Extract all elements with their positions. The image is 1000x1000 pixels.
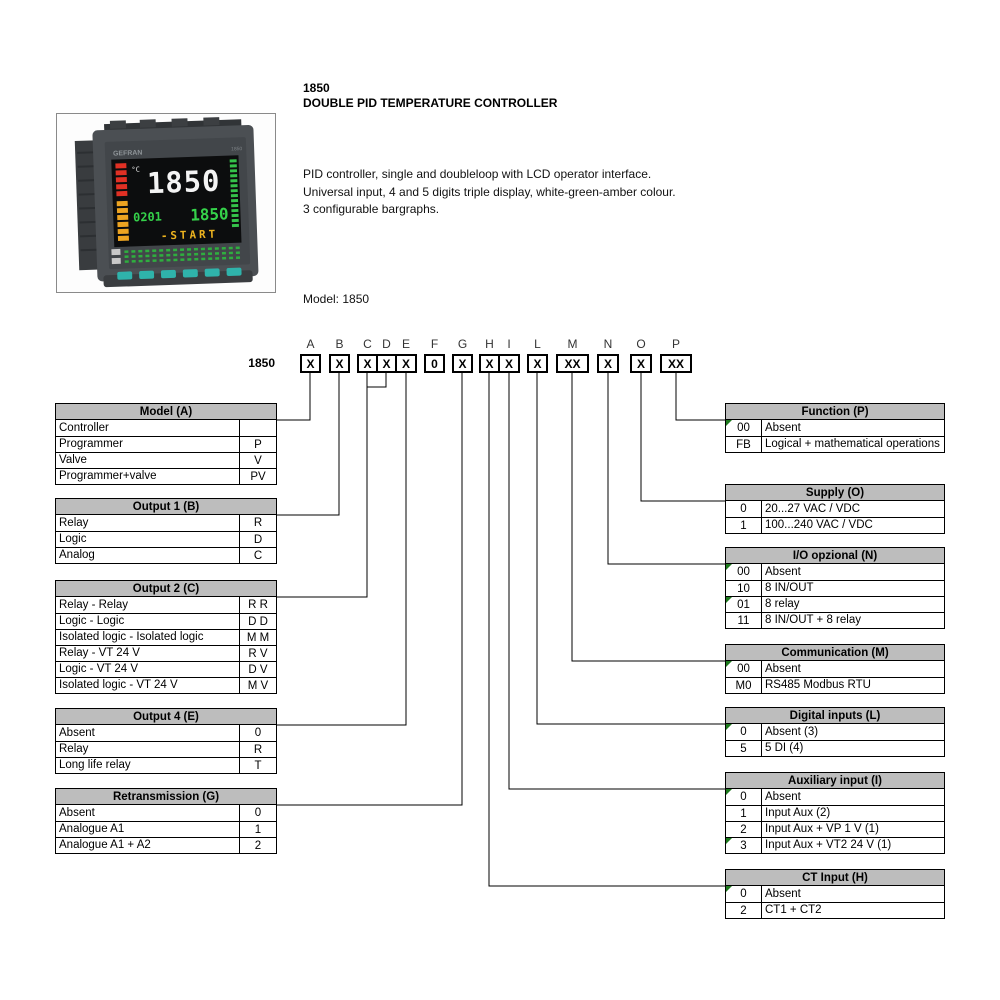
option-label: Absent	[765, 565, 801, 578]
table-row	[56, 420, 276, 436]
option-label: Absent	[59, 806, 95, 819]
table-row	[56, 547, 276, 563]
option-code: D	[239, 532, 276, 547]
table-model-a	[55, 403, 277, 485]
display-right-value: 1850	[189, 204, 229, 225]
table-row	[726, 821, 944, 837]
description-line: 3 configurable bargraphs.	[303, 202, 440, 216]
code-box-M: XX	[556, 354, 589, 373]
code-letter-L: L	[534, 337, 541, 351]
option-label: Analogue A1 + A2	[59, 839, 151, 851]
code-letter-F: F	[430, 337, 439, 351]
table-io-optional-n	[725, 547, 945, 629]
table-row	[56, 837, 276, 853]
option-code: 00	[726, 420, 762, 436]
option-code: R R	[239, 597, 276, 613]
option-code: 00	[726, 661, 762, 677]
brand-logo: GEFRAN	[112, 149, 143, 158]
option-label: Long life relay	[59, 759, 131, 771]
connector-M	[572, 372, 725, 661]
table-row	[726, 564, 944, 580]
option-code: R V	[239, 646, 276, 661]
table-title: Model (A)	[56, 404, 276, 420]
table-row	[726, 501, 944, 517]
code-box-L: X	[527, 354, 548, 373]
option-code: D D	[239, 614, 276, 629]
option-label: Analogue A1	[59, 823, 125, 835]
table-row	[726, 789, 944, 805]
table-title: Auxiliary input (I)	[726, 773, 944, 789]
table-ct-input-h	[725, 869, 945, 919]
table-row	[726, 517, 944, 533]
code-box-F: 0	[424, 354, 445, 373]
option-code: 0	[726, 724, 762, 740]
table-row	[726, 420, 944, 436]
option-code: 1	[726, 806, 762, 821]
connector-H	[489, 372, 725, 886]
code-letter-P: P	[671, 337, 680, 351]
table-title: Output 1 (B)	[56, 499, 276, 515]
title-block	[303, 81, 557, 111]
table-row	[56, 725, 276, 741]
corner-marker-icon	[726, 420, 732, 426]
connector-A	[277, 372, 310, 420]
table-row	[56, 613, 276, 629]
option-label: Absent	[765, 662, 801, 675]
connector-G	[277, 372, 462, 805]
option-label: Relay - VT 24 V	[59, 647, 140, 659]
table-row	[726, 886, 944, 902]
connector-N	[608, 372, 725, 564]
code-box-H: X	[479, 354, 500, 373]
product-title: DOUBLE PID TEMPERATURE CONTROLLER	[303, 96, 558, 110]
code-box-E: X	[395, 354, 417, 373]
table-row	[726, 580, 944, 596]
connector-C	[277, 372, 367, 597]
connector-O	[641, 372, 725, 501]
table-row	[726, 436, 944, 452]
option-code: FB	[726, 437, 762, 452]
option-label: Isolated logic - Isolated logic	[59, 631, 204, 643]
code-letter-H: H	[485, 337, 494, 351]
code-letter-D: D	[382, 337, 391, 351]
corner-marker-icon	[726, 661, 732, 667]
option-label: 5 DI (4)	[765, 742, 804, 754]
table-row	[56, 629, 276, 645]
code-letter-C: C	[363, 337, 372, 351]
table-row	[56, 436, 276, 452]
display-main-value: 1850	[146, 163, 221, 201]
option-code: P	[239, 437, 276, 452]
table-row	[726, 596, 944, 612]
connector-L	[537, 372, 725, 724]
table-row	[726, 805, 944, 821]
option-label: Programmer	[59, 438, 123, 450]
table-row	[726, 677, 944, 693]
table-row	[56, 531, 276, 547]
option-label: Absent	[765, 790, 801, 803]
description-line: PID controller, single and doubleloop with LCD operator interface.	[303, 167, 652, 181]
option-code: 00	[726, 564, 762, 580]
option-code: 5	[726, 741, 762, 756]
table-title: Supply (O)	[726, 485, 944, 501]
connector-B	[277, 372, 339, 515]
table-row	[56, 468, 276, 484]
table-function-p	[725, 403, 945, 453]
table-row	[726, 837, 944, 853]
table-title: Digital inputs (L)	[726, 708, 944, 724]
option-label: Programmer+valve	[59, 470, 157, 482]
code-letter-B: B	[335, 337, 344, 351]
option-label: Input Aux + VP 1 V (1)	[765, 823, 879, 835]
option-label: Logic - Logic	[59, 615, 125, 627]
table-row	[56, 661, 276, 677]
table-title: Function (P)	[726, 404, 944, 420]
code-letter-G: G	[457, 337, 468, 351]
table-output2-c	[55, 580, 277, 694]
corner-marker-icon	[726, 564, 732, 570]
order-code-prefix: 1850	[248, 356, 275, 370]
table-output1-b	[55, 498, 277, 564]
table-row	[56, 805, 276, 821]
table-title: Output 2 (C)	[56, 581, 276, 597]
option-code	[239, 420, 276, 436]
display-status-text: -START	[160, 227, 219, 243]
option-label: 100...240 VAC / VDC	[765, 519, 873, 531]
table-supply-o	[725, 484, 945, 534]
product-model-number: 1850	[303, 81, 330, 95]
option-code: V	[239, 453, 276, 468]
option-label: Analog	[59, 549, 95, 561]
option-code: PV	[239, 469, 276, 484]
option-code: 0	[239, 805, 276, 821]
option-code: 2	[239, 838, 276, 853]
option-code: 0	[726, 789, 762, 805]
option-code: C	[239, 548, 276, 563]
controller-device-image	[57, 114, 275, 292]
option-code: 1	[726, 518, 762, 533]
device-corner-label: 1850	[231, 147, 243, 153]
code-letter-A: A	[306, 337, 315, 351]
option-code: R	[239, 742, 276, 757]
code-letter-N: N	[603, 337, 613, 351]
table-row	[726, 612, 944, 628]
option-label: Absent	[59, 726, 95, 739]
option-label: Relay	[59, 743, 89, 755]
option-label: Absent	[765, 421, 801, 434]
code-box-G: X	[452, 354, 473, 373]
option-code: 2	[726, 822, 762, 837]
code-box-A: X	[300, 354, 321, 373]
option-label: Input Aux + VT2 24 V (1)	[765, 839, 892, 851]
option-label: Relay	[59, 516, 89, 529]
option-label: Logic	[59, 533, 87, 545]
option-code: M V	[239, 678, 276, 693]
option-code: 0	[239, 725, 276, 741]
corner-marker-icon	[726, 724, 732, 730]
panel-key-label	[111, 249, 120, 255]
table-title: I/O opzional (N)	[726, 548, 944, 564]
panel-key-label	[112, 258, 121, 264]
option-label: 8 IN/OUT	[765, 582, 814, 594]
option-code: 0	[726, 501, 762, 517]
display-unit: °C	[131, 165, 141, 174]
table-row	[56, 452, 276, 468]
table-row	[56, 645, 276, 661]
connector-E	[277, 372, 406, 725]
connector-I	[509, 372, 725, 789]
corner-marker-icon	[726, 597, 732, 603]
code-box-C: X	[357, 354, 378, 373]
table-row	[56, 597, 276, 613]
table-title: Communication (M)	[726, 645, 944, 661]
option-label: Absent (3)	[765, 725, 819, 738]
option-label: CT1 + CT2	[765, 904, 822, 916]
code-letter-M: M	[567, 337, 578, 351]
option-label: RS485 Modbus RTU	[765, 679, 871, 691]
left-bargraph-red	[115, 163, 127, 196]
code-box-P: XX	[660, 354, 692, 373]
table-row	[726, 902, 944, 918]
table-title: Output 4 (E)	[56, 709, 276, 725]
option-label: Isolated logic - VT 24 V	[59, 679, 178, 691]
option-code: 0	[726, 886, 762, 902]
corner-marker-icon	[726, 838, 732, 844]
table-row	[56, 515, 276, 531]
option-label: Relay - Relay	[59, 598, 129, 611]
option-label: 8 relay	[765, 598, 800, 610]
option-code: T	[239, 758, 276, 773]
product-photo	[56, 113, 276, 293]
option-label: Controller	[59, 421, 109, 434]
code-box-D: X	[376, 354, 397, 373]
connector-P	[676, 372, 725, 420]
product-description	[303, 166, 676, 219]
option-code: 01	[726, 597, 762, 612]
option-label: Logical + mathematical operations	[765, 438, 940, 450]
display-left-value: 0201	[132, 209, 163, 225]
option-code: M M	[239, 630, 276, 645]
option-code: 3	[726, 838, 762, 853]
option-code: D V	[239, 662, 276, 677]
option-code: R	[239, 515, 276, 531]
table-row	[726, 661, 944, 677]
table-digital-inputs-l	[725, 707, 945, 757]
code-letter-E: E	[401, 337, 410, 351]
table-row	[56, 757, 276, 773]
table-communication-m	[725, 644, 945, 694]
connector-D-step	[367, 372, 386, 387]
code-letter-I: I	[507, 337, 511, 351]
table-row	[726, 740, 944, 756]
table-title: Retransmission (G)	[56, 789, 276, 805]
option-code: 2	[726, 903, 762, 918]
option-label: Logic - VT 24 V	[59, 663, 139, 675]
option-label: Input Aux (2)	[765, 807, 831, 819]
corner-marker-icon	[726, 789, 732, 795]
description-line: Universal input, 4 and 5 digits triple display, white-green-amber colour.	[303, 184, 676, 199]
code-box-N: X	[597, 354, 619, 373]
table-row	[726, 724, 944, 740]
option-label: Absent	[765, 887, 801, 900]
table-row	[56, 677, 276, 693]
option-code: 1	[239, 822, 276, 837]
table-row	[56, 821, 276, 837]
table-auxiliary-input-i	[725, 772, 945, 854]
model-label: Model: 1850	[303, 292, 370, 306]
option-label: 8 IN/OUT + 8 relay	[765, 614, 861, 626]
code-box-B: X	[329, 354, 350, 373]
option-label: 20...27 VAC / VDC	[765, 502, 861, 515]
option-label: Valve	[59, 454, 87, 466]
table-row	[56, 741, 276, 757]
code-letter-O: O	[636, 337, 646, 351]
corner-marker-icon	[726, 886, 732, 892]
option-code: 11	[726, 613, 762, 628]
option-code: M0	[726, 678, 762, 693]
option-code: 10	[726, 581, 762, 596]
table-retransmission-g	[55, 788, 277, 854]
code-box-O: X	[630, 354, 652, 373]
table-output4-e	[55, 708, 277, 774]
table-title: CT Input (H)	[726, 870, 944, 886]
code-box-I: X	[498, 354, 520, 373]
